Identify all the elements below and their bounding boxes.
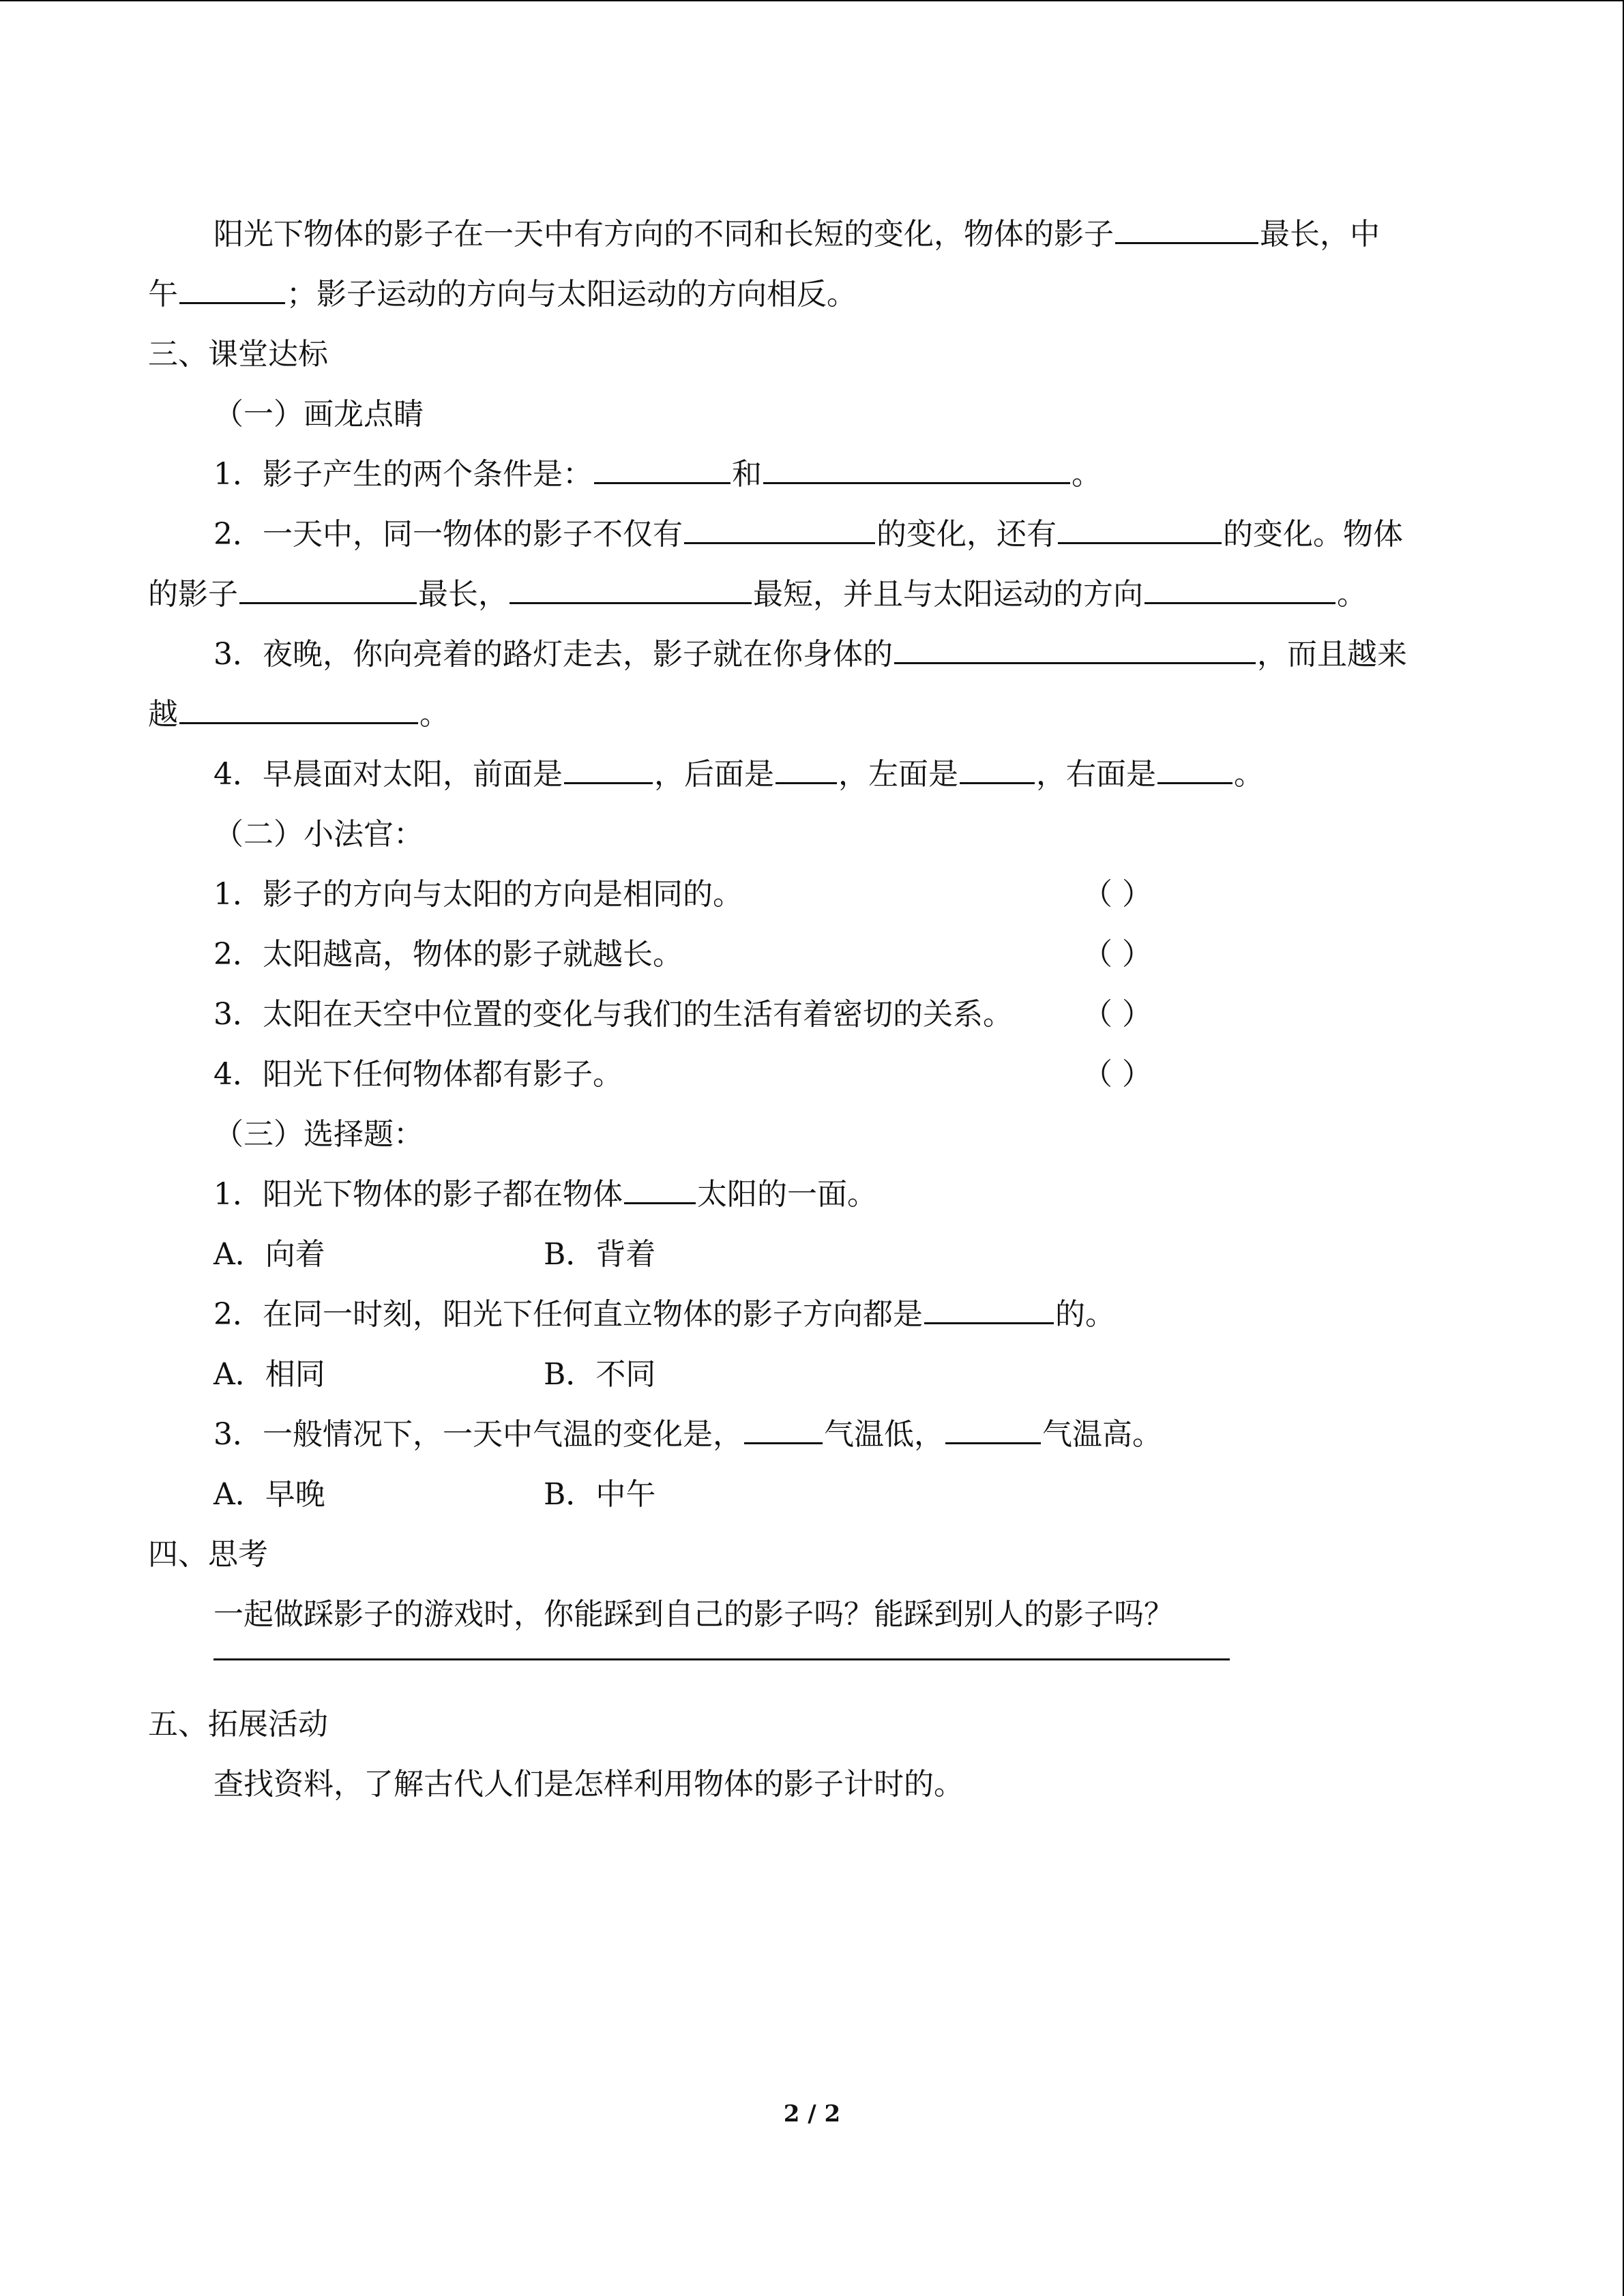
- question-text: 气温低，: [824, 1417, 944, 1452]
- judge-text: 3．太阳在天空中位置的变化与我们的生活有着密切的关系。: [213, 997, 1013, 1032]
- intro-text: 午: [148, 277, 178, 312]
- page-number: 2 / 2: [783, 2100, 841, 2128]
- question-text: 太阳的一面。: [697, 1177, 877, 1212]
- answer-blank[interactable]: [1115, 215, 1258, 244]
- question-2-line-2: [148, 565, 1478, 625]
- judge-answer-bracket[interactable]: （ ）: [1082, 877, 1152, 912]
- intro-line-2: [148, 265, 1478, 325]
- judge-text: 4．阳光下任何物体都有影子。: [213, 1057, 623, 1092]
- question-text: 和: [732, 457, 762, 492]
- answer-blank[interactable]: [924, 1295, 1054, 1324]
- section-3-title: 三、课堂达标: [148, 337, 328, 372]
- answer-blank[interactable]: [594, 455, 730, 484]
- answer-blank[interactable]: [894, 635, 1256, 664]
- answer-blank[interactable]: [564, 755, 653, 784]
- answer-blank[interactable]: [960, 755, 1035, 784]
- part-1-title: （一）画龙点睛: [213, 397, 424, 432]
- option-b[interactable]: B．中午: [544, 1477, 656, 1512]
- answer-blank[interactable]: [776, 755, 837, 784]
- question-3-line-1: [148, 625, 1478, 685]
- option-a[interactable]: A．向着: [213, 1237, 325, 1272]
- question-text: 的影子: [148, 577, 238, 612]
- question-text: 。: [419, 697, 449, 732]
- answer-blank[interactable]: [179, 695, 418, 724]
- choice-question-2: [148, 1285, 1478, 1345]
- option-b[interactable]: B．背着: [544, 1237, 656, 1272]
- part-3-title: （三）选择题：: [213, 1117, 424, 1152]
- question-text: 2．一天中，同一物体的影子不仅有: [213, 517, 683, 552]
- worksheet-content: [148, 205, 1478, 1815]
- answer-line[interactable]: [213, 1658, 1230, 1660]
- question-text: 最短，并且与太阳运动的方向: [753, 577, 1143, 612]
- question-text: 。: [1337, 577, 1367, 612]
- judge-answer-bracket[interactable]: （ ）: [1082, 997, 1152, 1032]
- answer-blank[interactable]: [744, 1415, 823, 1444]
- judge-text: 2．太阳越高，物体的影子就越长。: [213, 937, 683, 972]
- choice-options-2: [148, 1345, 1478, 1405]
- question-text: 越: [148, 697, 178, 732]
- option-a[interactable]: A．相同: [213, 1357, 325, 1392]
- question-2-line-1: [148, 505, 1478, 565]
- question-text: ，左面是: [838, 757, 958, 792]
- answer-blank[interactable]: [179, 275, 285, 304]
- question-text: 2．在同一时刻，阳光下任何直立物体的影子方向都是: [213, 1297, 923, 1332]
- answer-blank[interactable]: [684, 515, 875, 544]
- question-text: 3．夜晚，你向亮着的路灯走去，影子就在你身体的: [213, 637, 893, 672]
- question-text: ，后面是: [654, 757, 774, 792]
- question-1: [148, 445, 1478, 505]
- answer-blank[interactable]: [510, 575, 752, 604]
- answer-blank[interactable]: [945, 1415, 1041, 1444]
- question-text: 4．早晨面对太阳，前面是: [213, 757, 563, 792]
- question-3-line-2: [148, 685, 1478, 745]
- answer-blank[interactable]: [763, 455, 1070, 484]
- intro-text: 最长，中: [1260, 217, 1380, 252]
- judge-answer-bracket[interactable]: （ ）: [1082, 1057, 1152, 1092]
- section-5-text: 查找资料，了解古代人们是怎样利用物体的影子计时的。: [213, 1767, 964, 1802]
- choice-options-3: [148, 1465, 1478, 1525]
- question-text: ，而且越来: [1257, 637, 1407, 672]
- question-text: 。: [1072, 457, 1102, 492]
- question-text: 1．影子产生的两个条件是：: [213, 457, 593, 492]
- option-b[interactable]: B．不同: [544, 1357, 656, 1392]
- question-text: ，右面是: [1036, 757, 1156, 792]
- section-5-title: 五、拓展活动: [148, 1707, 328, 1742]
- question-4: [148, 745, 1478, 805]
- answer-blank[interactable]: [624, 1175, 696, 1204]
- choice-question-3: [148, 1405, 1478, 1465]
- intro-text: 阳光下物体的影子在一天中有方向的不同和长短的变化，物体的影子: [213, 217, 1114, 252]
- choice-options-1: [148, 1225, 1478, 1285]
- question-text: 的变化，还有: [876, 517, 1057, 552]
- judge-item-4: [148, 1045, 1478, 1105]
- option-a[interactable]: A．早晚: [213, 1477, 325, 1512]
- question-text: 1．阳光下物体的影子都在物体: [213, 1177, 623, 1212]
- answer-blank[interactable]: [1145, 575, 1335, 604]
- answer-blank[interactable]: [1157, 755, 1232, 784]
- question-text: 最长，: [418, 577, 508, 612]
- judge-item-3: [148, 985, 1478, 1045]
- choice-question-1: [148, 1165, 1478, 1225]
- intro-text: ；影子运动的方向与太阳运动的方向相反。: [286, 277, 857, 312]
- question-text: 气温高。: [1042, 1417, 1162, 1452]
- judge-item-1: [148, 865, 1478, 925]
- answer-blank[interactable]: [239, 575, 417, 604]
- question-text: 3．一般情况下，一天中气温的变化是，: [213, 1417, 743, 1452]
- question-text: 。: [1234, 757, 1264, 792]
- question-text: 的变化。物体: [1223, 517, 1403, 552]
- part-2-title: （二）小法官：: [213, 817, 424, 852]
- judge-item-2: [148, 925, 1478, 985]
- judge-text: 1．影子的方向与太阳的方向是相同的。: [213, 877, 743, 912]
- section-4-title: 四、思考: [148, 1537, 268, 1572]
- question-text: 的。: [1055, 1297, 1115, 1332]
- judge-answer-bracket[interactable]: （ ）: [1082, 937, 1152, 972]
- answer-blank[interactable]: [1058, 515, 1222, 544]
- section-4-text: 一起做踩影子的游戏时，你能踩到自己的影子吗？能踩到别人的影子吗？: [213, 1597, 1174, 1632]
- intro-line-1: [148, 205, 1478, 265]
